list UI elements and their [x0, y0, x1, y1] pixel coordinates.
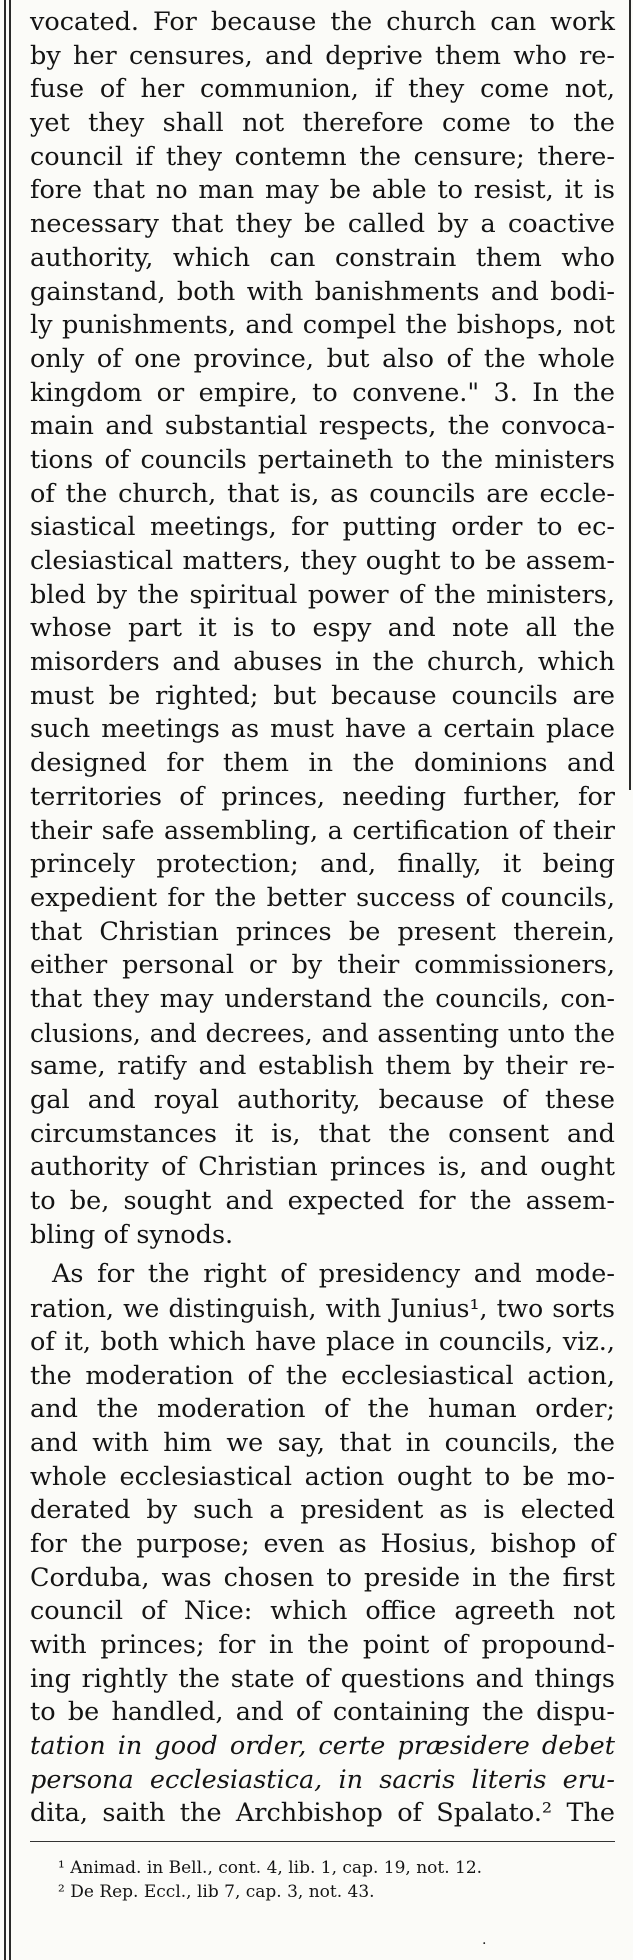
text-line: expedient for the better success of councils,: [30, 882, 615, 913]
left-border-outer: [4, 0, 6, 1960]
paragraph-1: [30, 6, 615, 1252]
text-line: As for the right of presidency and mode-: [52, 1259, 615, 1290]
text-line: vocated. For because the church can work: [30, 7, 615, 37]
text-line: authority, which can constrain them who: [30, 242, 615, 273]
text-line: clesiastical matters, they ought to be assem-: [30, 546, 615, 576]
text-line: authority of Christian princes is, and ought: [30, 1152, 615, 1183]
text-line: tions of councils pertaineth to the ministers: [30, 444, 615, 475]
text-line: that Christian princes be present therein,: [30, 916, 615, 947]
text-line: gal and royal authority, because of these: [30, 1085, 615, 1115]
text-line: fore that no man may be able to resist, it is: [30, 175, 615, 206]
text-line: ration, we distinguish, with Junius¹, two sorts: [30, 1294, 615, 1324]
footnotes: [30, 1856, 615, 1904]
text-line: circumstances it is, that the consent and: [30, 1118, 615, 1149]
left-border-inner: [9, 0, 11, 1960]
text-line: tation in good order, certe præsidere debet: [30, 1731, 615, 1762]
footnote-separator: [30, 1841, 615, 1842]
text-line: derated by such a president as is elected: [30, 1495, 615, 1526]
text-line: and the moderation of the human order;: [30, 1394, 615, 1425]
text-line: siastical meetings, for putting order to ec-: [30, 512, 615, 543]
text-line: same, ratify and establish them by their re-: [30, 1051, 615, 1082]
text-line: persona ecclesiastica, in sacris literis eru-: [30, 1764, 615, 1795]
book-page: [30, 6, 615, 1904]
text-line: Corduba, was chosen to preside in the first: [30, 1562, 615, 1593]
text-line: of it, both which have place in councils, viz.,: [30, 1326, 615, 1357]
text-line: by her censures, and deprive them who re-: [30, 40, 615, 71]
text-line: such meetings as must have a certain place: [30, 714, 615, 745]
text-line: whose part it is to espy and note all the: [30, 613, 615, 644]
text-line: to be handled, and of containing the dispu-: [30, 1697, 615, 1728]
text-line: to be, sought and expected for the assem-: [30, 1186, 615, 1217]
paragraph-2: [30, 1258, 615, 1831]
text-line: must be righted; but because councils are: [30, 680, 615, 711]
text-line: of the church, that is, as councils are eccle-: [30, 478, 615, 509]
text-line: gainstand, both with banishments and bodi-: [30, 276, 615, 307]
text-line: ing rightly the state of questions and things: [30, 1663, 615, 1694]
text-line: with princes; for in the point of propound-: [30, 1630, 615, 1660]
text-line: fuse of her communion, if they come not,: [30, 74, 615, 105]
text-line: territories of princes, needing further, for: [30, 781, 615, 812]
text-line: council if they contemn the censure; there-: [30, 141, 615, 172]
text-line: either personal or by their commissioners,: [30, 950, 615, 981]
text-line: designed for them in the dominions and: [30, 748, 615, 779]
text-line: whole ecclesiastical action ought to be mo-: [30, 1461, 615, 1492]
text-line: main and substantial respects, the convoca-: [30, 411, 615, 442]
footnote-2: ² De Rep. Eccl., lib 7, cap. 3, not. 43.: [58, 1882, 375, 1903]
text-line: bling of synods.: [30, 1219, 234, 1250]
text-line: their safe assembling, a certification of their: [30, 815, 615, 846]
text-line: bled by the spiritual power of the ministers,: [30, 579, 615, 610]
right-border: [629, 0, 631, 790]
text-line: only of one province, but also of the whole: [30, 343, 615, 374]
text-line: for the purpose; even as Hosius, bishop of: [30, 1528, 615, 1559]
text-line: dita, saith the Archbishop of Spalato.² The: [30, 1798, 615, 1829]
text-line: kingdom or empire, to convene." 3. In the: [30, 377, 615, 408]
text-line: the moderation of the ecclesiastical action,: [30, 1360, 615, 1391]
text-line: yet they shall not therefore come to the: [30, 108, 615, 139]
text-line: clusions, and decrees, and assenting unto the: [30, 1018, 615, 1048]
text-line: misorders and abuses in the church, which: [30, 647, 615, 678]
text-line: princely protection; and, finally, it being: [30, 849, 615, 880]
margin-mark: .: [482, 1932, 487, 1948]
text-line: that they may understand the councils, con-: [30, 983, 615, 1014]
text-line: ly punishments, and compel the bishops, not: [30, 310, 615, 341]
text-line: council of Nice: which office agreeth not: [30, 1596, 615, 1627]
footnote-1: ¹ Animad. in Bell., cont. 4, lib. 1, cap. 19, not. 12.: [58, 1858, 483, 1879]
text-line: and with him we say, that in councils, the: [30, 1427, 615, 1458]
text-line: necessary that they be called by a coactive: [30, 209, 615, 240]
